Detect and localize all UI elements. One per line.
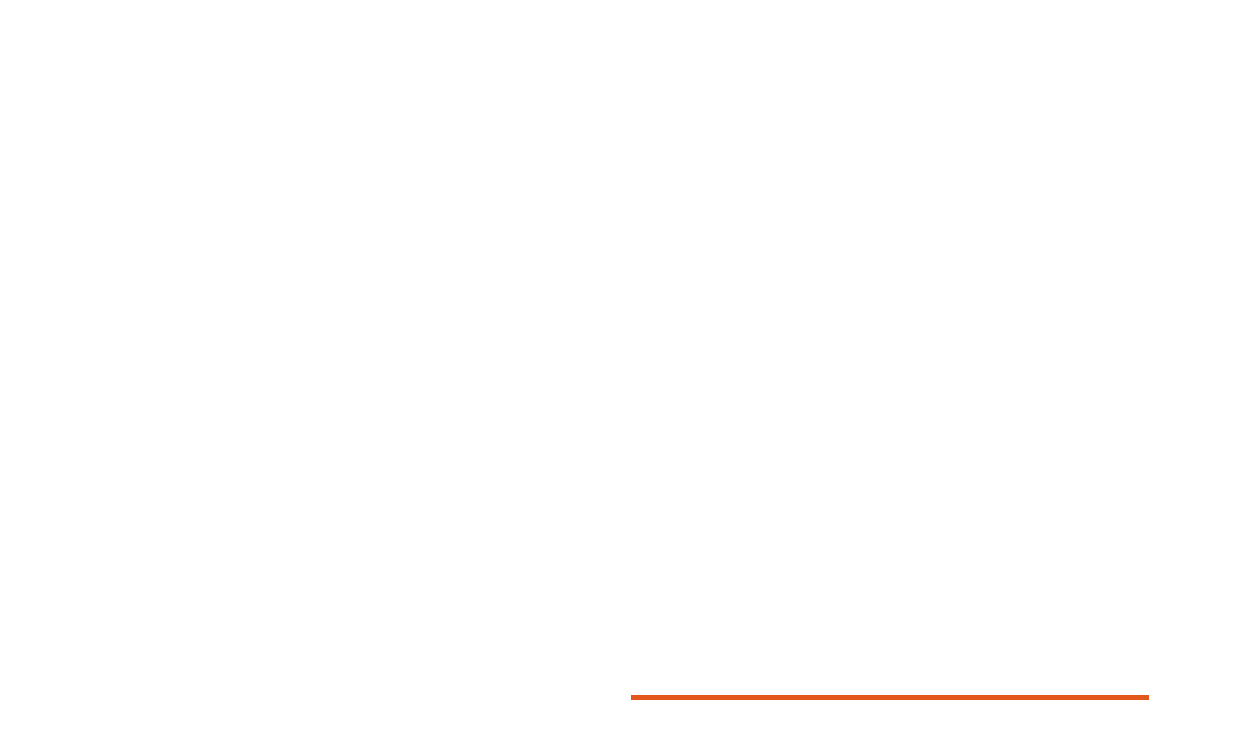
orange-divider — [631, 695, 1149, 700]
